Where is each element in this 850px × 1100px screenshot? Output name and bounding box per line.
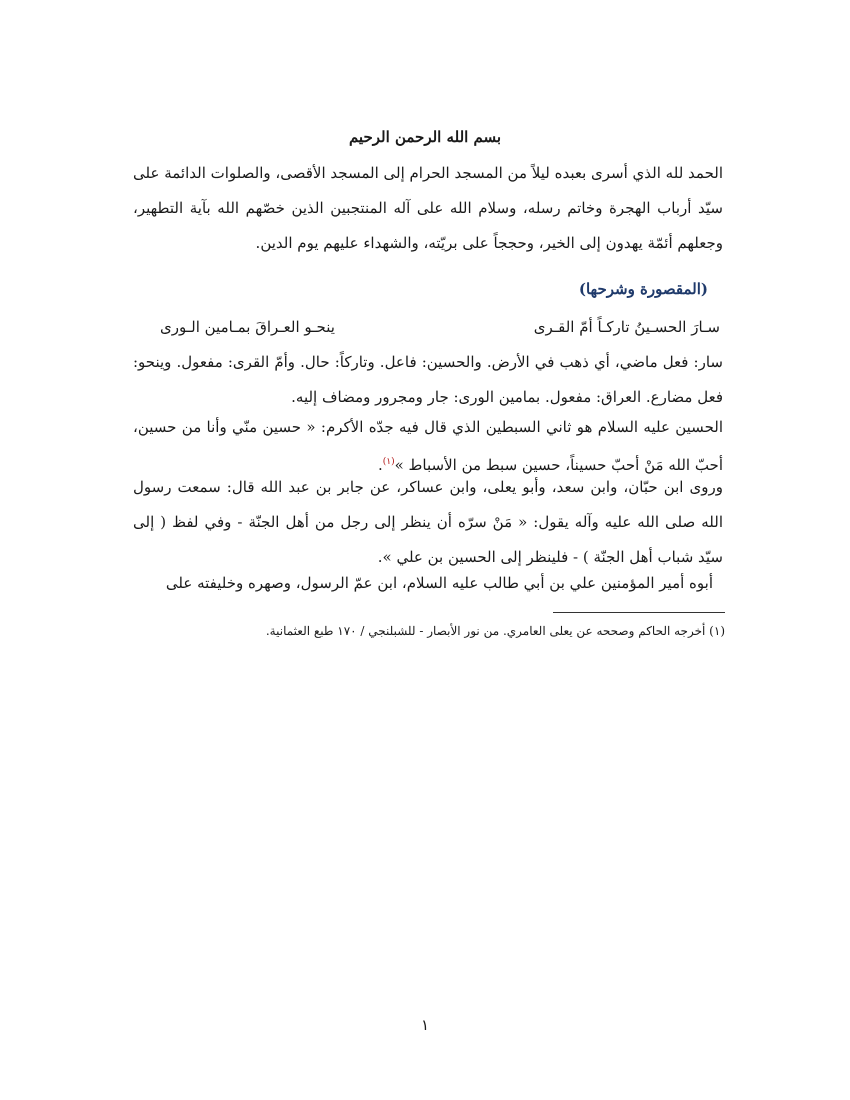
intro-paragraph: الحمد لله الذي أسرى بعبده ليلاً من المسجد الحرام إلى المسجد الأقصى، والصلوات الدائمة على سيّد أرباب الهجرة وخاتم رسله، وسلام الله على آله المنتجبين الذين خصّهم الله بآية التطهير، وجعلهم أئمّة يهدون إلى الخير، وحججاً على بريّته، والشهداء عليهم يوم الدين. (133, 164, 723, 252)
hadith-paragraph: وروى ابن حبّان، وابن سعد، وأبو يعلى، وابن عساكر، عن جابر بن عبد الله قال: سمعت رسول الله صلى الله عليه وآله يقول: « مَنْ سرّه أن ينظر إلى رجل من أهل الجنّة - وفي لفظ ( إلى سيّد شباب أهل الجنّة ) - فلينظر إلى الحسين بن علي ». (133, 478, 723, 566)
basmala-heading: بسم الله الرحمن الرحيم (348, 128, 502, 146)
page-number: ١ (420, 1016, 430, 1034)
verse-hemistich-first: سـارَ الحسـينُ تاركـاً أمّ القـرى (533, 318, 720, 336)
footnote-marker[interactable]: (١) (382, 457, 395, 467)
father-line: أبوه أمير المؤمنين علي بن أبي طالب عليه السلام، ابن عمّ الرسول، وصهره وخليفته على (165, 574, 713, 592)
hussain-text: الحسين عليه السلام هو ثاني السبطين الذي قال فيه جدّه الأكرم: « حسين منّي وأنا من حسين، أحبّ الله مَنْ أحبّ حسيناً، حسين سبط من الأسباط » (133, 418, 723, 474)
footnote-text: (١) أخرجه الحاكم وصححه عن يعلى العامري. من نور الأبصار - للشبلنجي / ١٧٠ طبع العثمانية. (265, 624, 725, 638)
poem-verse (160, 318, 720, 336)
hussain-text-end: . (377, 456, 383, 474)
section-heading: (المقصورة وشرحها) (578, 280, 708, 298)
footnote-separator (553, 612, 725, 613)
verse-hemistich-second: ينحـو العـراقَ بمـامين الـورى (160, 318, 335, 336)
grammar-paragraph: سار: فعل ماضي، أي ذهب في الأرض. والحسين: فاعل. وتاركاً: حال. وأمّ القرى: مفعول. وينحو: فعل مضارع. العراق: مفعول. بمامين الورى: جار ومجرور ومضاف إليه. (133, 353, 723, 406)
